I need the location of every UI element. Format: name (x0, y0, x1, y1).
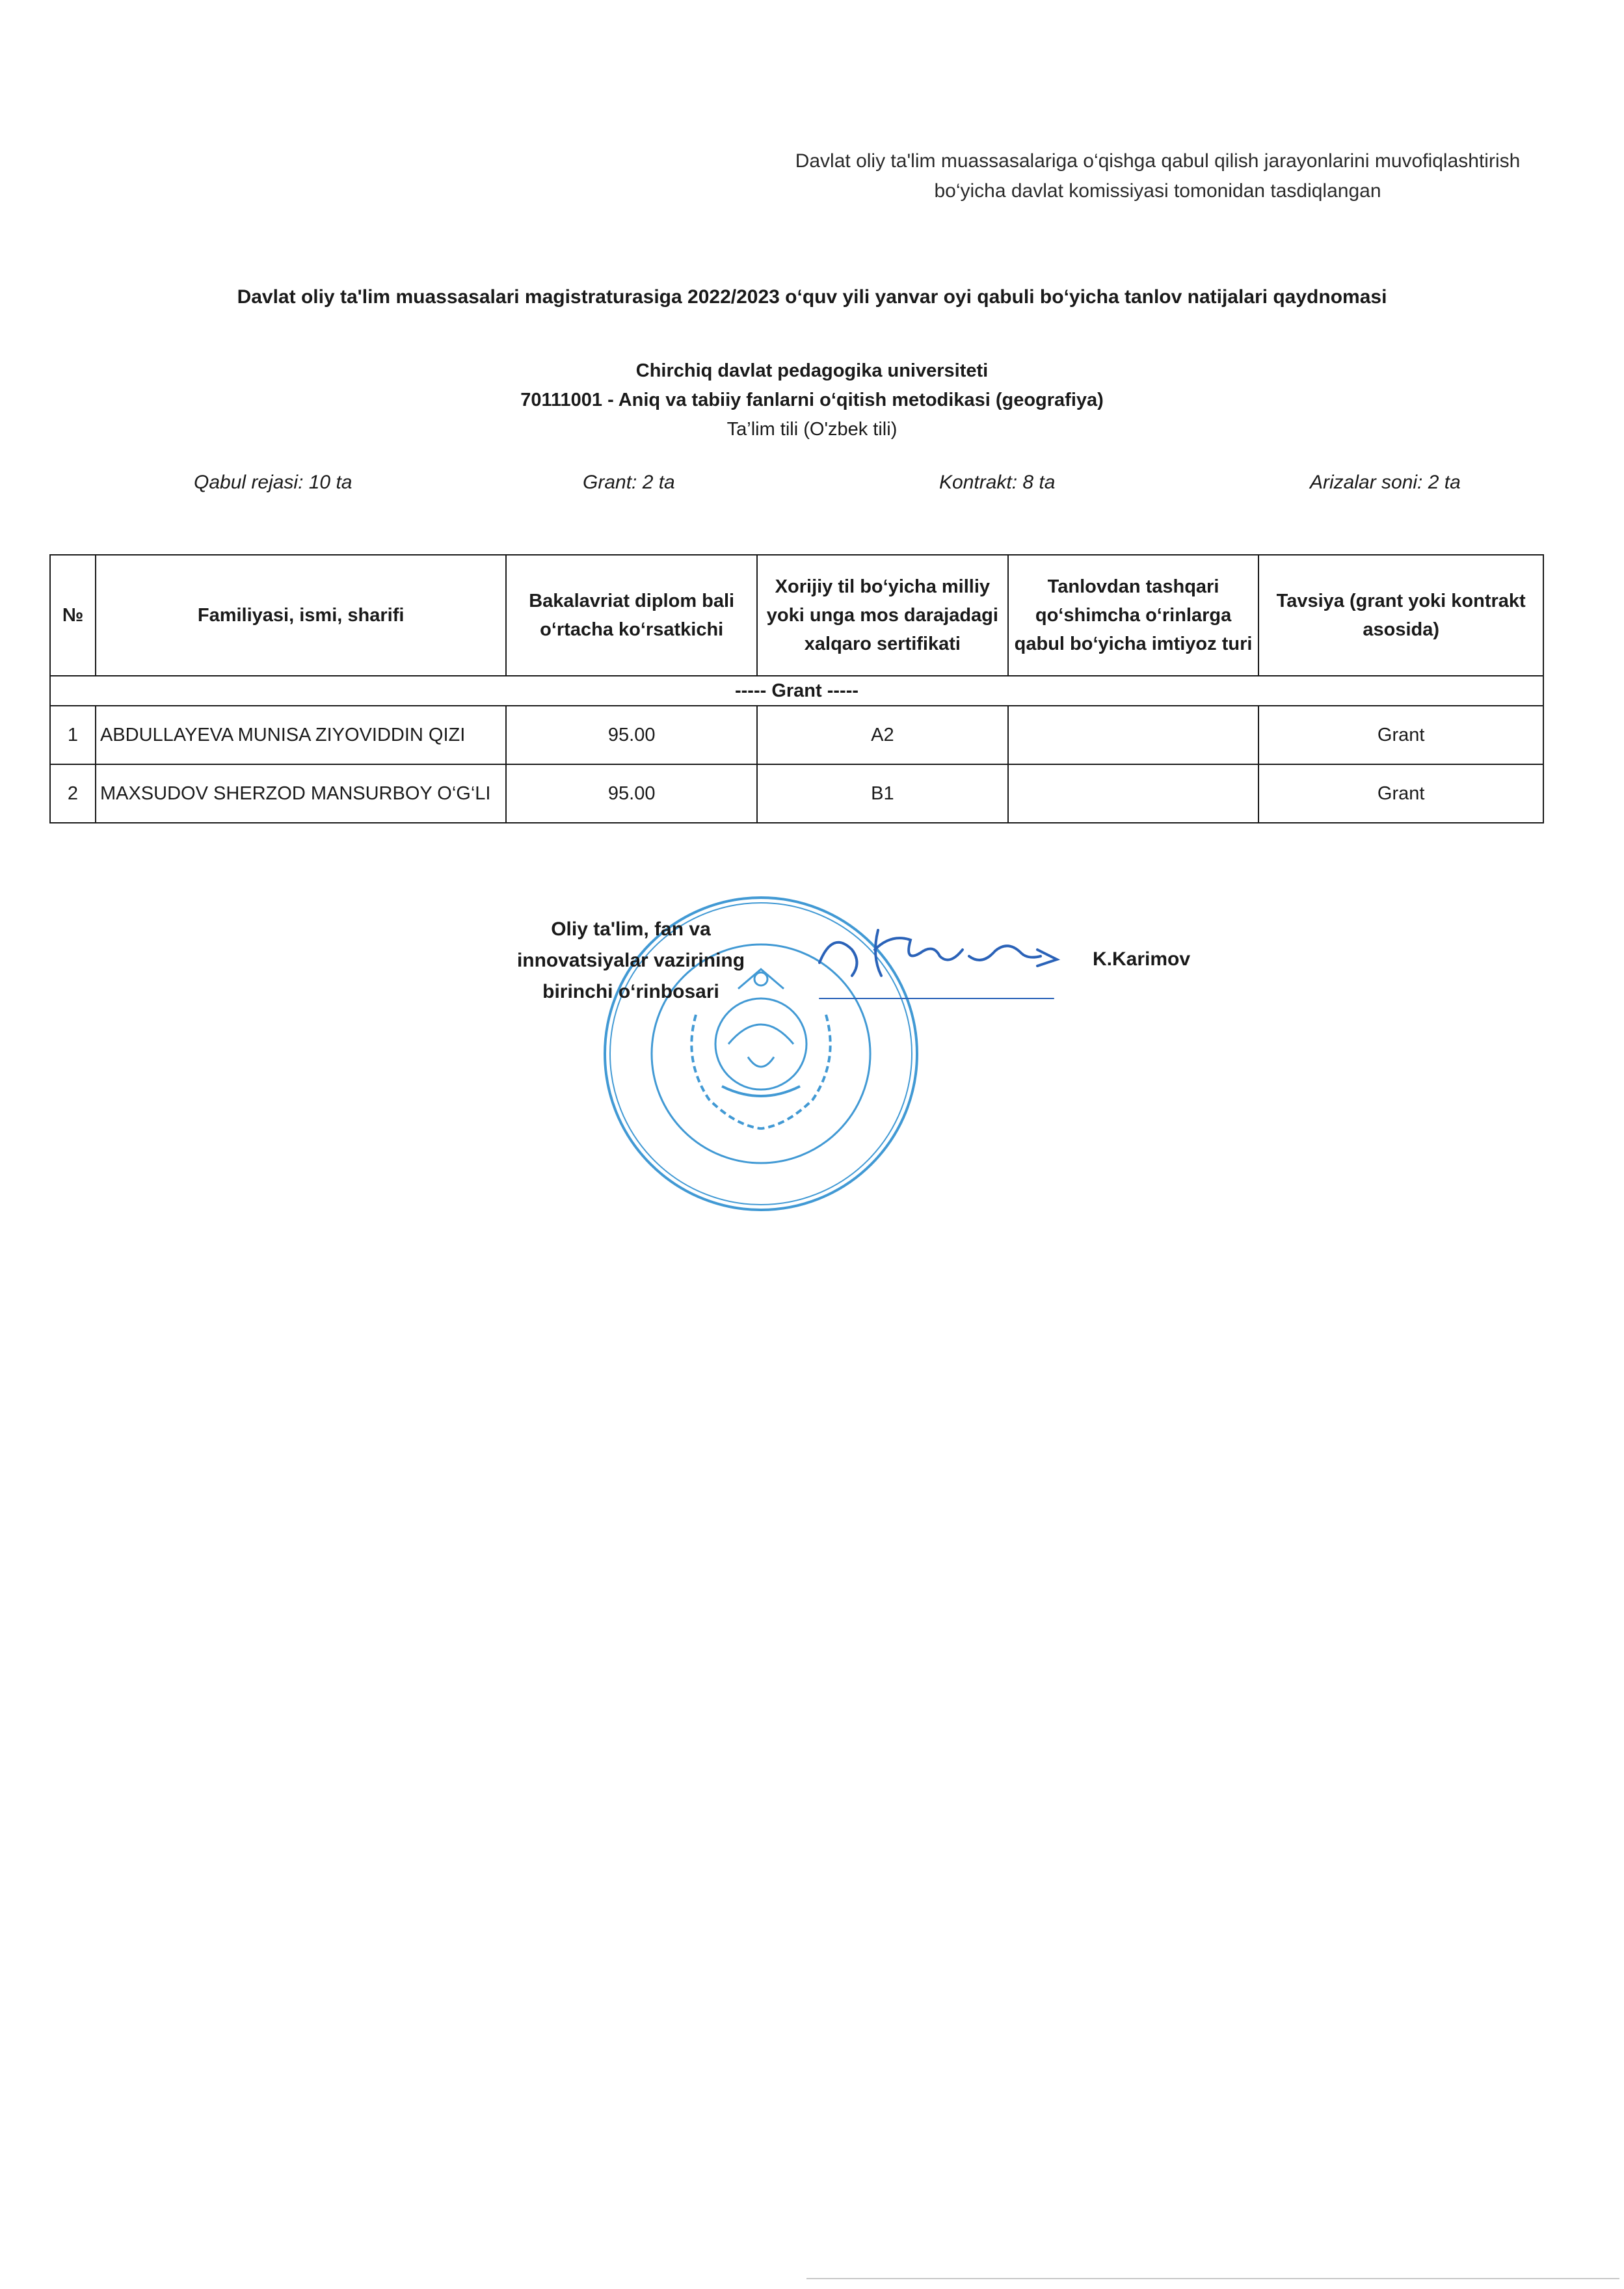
group-row-grant (50, 676, 1543, 706)
col-header-number: № (50, 555, 96, 676)
signatory-name: K.Karimov (1093, 948, 1191, 970)
signatory-title-line-3: birinchi o‘rinbosari (542, 981, 719, 1002)
table-header-row (50, 555, 1543, 676)
row-number: 1 (50, 706, 96, 764)
approval-line-2: bo‘yicha davlat komissiyasi tomonidan tasdiqlangan (934, 180, 1381, 202)
applications-count: Arizalar soni: 2 ta (1310, 472, 1461, 493)
col-header-certificate: Xorijiy til bo‘yicha milliy yoki unga mos darajadagi xalqaro sertifikati (757, 555, 1008, 676)
col-header-name: Familiyasi, ismi, sharifi (96, 555, 506, 676)
admission-plan: Qabul rejasi: 10 ta (194, 472, 353, 493)
row-score: 95.00 (506, 764, 757, 823)
program-name: 70111001 - Aniq va tabiiy fanlarni o‘qitish metodikasi (geografiya) (520, 390, 1104, 410)
approval-line-1: Davlat oliy ta'lim muassasalariga o‘qishga qabul qilish jarayonlarini muvofiqlashtirish (795, 150, 1521, 172)
results-table (49, 554, 1544, 823)
contract-count: Kontrakt: 8 ta (939, 472, 1056, 493)
signature-icon (806, 904, 1067, 1008)
row-recommendation: Grant (1258, 706, 1543, 764)
table-row (50, 706, 1543, 764)
signatory-title-line-2: innovatsiyalar vazirining (516, 950, 745, 971)
row-name: MAXSUDOV SHERZOD MANSURBOY O‘G‘LI (96, 764, 506, 823)
row-certificate: A2 (757, 706, 1008, 764)
approval-note (715, 146, 1600, 206)
row-score: 95.00 (506, 706, 757, 764)
page-bottom-divider (806, 2278, 1619, 2279)
signatory-title-line-1: Oliy ta'lim, fan va (551, 918, 711, 940)
language-label: Ta’lim tili (O'zbek tili) (726, 419, 898, 440)
col-header-diploma-score: Bakalavriat diplom bali o‘rtacha ko‘rsatkichi (506, 555, 757, 676)
col-header-recommendation: Tavsiya (grant yoki kontrakt asosida) (1258, 555, 1543, 676)
table-row (50, 764, 1543, 823)
row-name: ABDULLAYEVA MUNISA ZIYOVIDDIN QIZI (96, 706, 506, 764)
row-privilege (1008, 706, 1259, 764)
row-number: 2 (50, 764, 96, 823)
group-label: ----- Grant ----- (50, 676, 1543, 706)
grant-count: Grant: 2 ta (583, 472, 675, 493)
row-certificate: B1 (757, 764, 1008, 823)
university-block (0, 356, 1624, 444)
signatory-title (501, 914, 761, 1008)
document-title: Davlat oliy ta'lim muassasalari magistraturasiga 2022/2023 o‘quv yili yanvar oyi qabuli bo‘yicha tanlov natijalari qaydnomasi (237, 286, 1387, 308)
university-name: Chirchiq davlat pedagogika universiteti (635, 360, 989, 381)
row-privilege (1008, 764, 1259, 823)
row-recommendation: Grant (1258, 764, 1543, 823)
col-header-privilege: Tanlovdan tashqari qo‘shimcha o‘rinlarga qabul bo‘yicha imtiyoz turi (1008, 555, 1259, 676)
